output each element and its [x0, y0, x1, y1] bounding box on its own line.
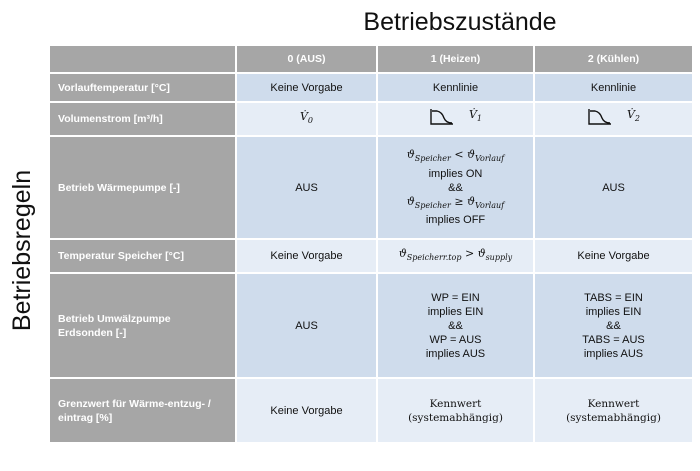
cell-state-1: Kennlinie	[377, 73, 534, 102]
cell-state-0: Keine Vorgabe	[236, 239, 377, 273]
side-label-text: Betriebsregeln	[8, 169, 37, 331]
cell-state-2: AUS	[534, 136, 693, 239]
cell-state-2: Keine Vorgabe	[534, 239, 693, 273]
row-betrieb-waermepumpe	[49, 136, 693, 239]
operating-rules-table	[48, 44, 694, 444]
row-label: Vorlauftemperatur [°C]	[49, 73, 236, 102]
cell-state-1	[377, 102, 534, 136]
implies-on: implies ON	[428, 167, 483, 180]
row-volumenstrom	[49, 102, 693, 136]
characteristic-curve-icon	[587, 108, 613, 126]
row-vorlauftemperatur	[49, 73, 693, 102]
flow-symbol: $V̇_0$	[299, 109, 314, 126]
cell-state-2: Kennwert (systemabhängig)	[534, 378, 693, 443]
page-title: Betriebszustände	[363, 8, 557, 36]
cell-state-0: AUS	[236, 273, 377, 378]
implies-off: implies OFF	[425, 213, 486, 226]
row-label: Grenzwert für Wärme-entzug- / eintrag [%]	[49, 378, 236, 443]
cell-state-2	[534, 102, 693, 136]
cell-state-1	[377, 136, 534, 239]
row-betrieb-umwaelzpumpe	[49, 273, 693, 378]
row-grenzwert	[49, 378, 693, 443]
cell-state-0: Keine Vorgabe	[236, 378, 377, 443]
cell-state-1: Kennwert (systemabhängig)	[377, 378, 534, 443]
cell-state-0: AUS	[236, 136, 377, 239]
header-row	[49, 45, 693, 73]
cell-state-0: Keine Vorgabe	[236, 73, 377, 102]
row-label: Betrieb Umwälzpumpe Erdsonden [-]	[49, 273, 236, 378]
condition-off: $ϑ_{Speicher} \ge ϑ_{Vorlauf}$	[406, 194, 505, 210]
storage-condition: $ϑ_{Speicherr.top} > ϑ_{supply}$	[398, 246, 513, 263]
cell-state-1	[377, 239, 534, 273]
header-state-0: 0 (AUS)	[236, 45, 377, 73]
row-label: Volumenstrom [m³/h]	[49, 102, 236, 136]
row-label: Temperatur Speicher [°C]	[49, 239, 236, 273]
cell-state-2: TABS = EIN implies EIN && TABS = AUS implies AUS	[534, 273, 693, 378]
cell-state-0	[236, 102, 377, 136]
flow-symbol: $V̇_1$	[468, 107, 483, 124]
side-label	[6, 160, 40, 340]
cell-state-2: Kennlinie	[534, 73, 693, 102]
characteristic-curve-icon	[429, 108, 455, 126]
cell-state-1: WP = EIN implies EIN && WP = AUS implies AUS	[377, 273, 534, 378]
condition-on: $ϑ_{Speicher} < ϑ_{Vorlauf}$	[406, 148, 505, 164]
flow-symbol: $V̇_2$	[626, 107, 641, 124]
and-operator: &&	[448, 181, 463, 194]
row-label: Betrieb Wärmepumpe [-]	[49, 136, 236, 239]
header-state-2: 2 (Kühlen)	[534, 45, 693, 73]
row-temperatur-speicher	[49, 239, 693, 273]
header-corner	[49, 45, 236, 73]
header-state-1: 1 (Heizen)	[377, 45, 534, 73]
